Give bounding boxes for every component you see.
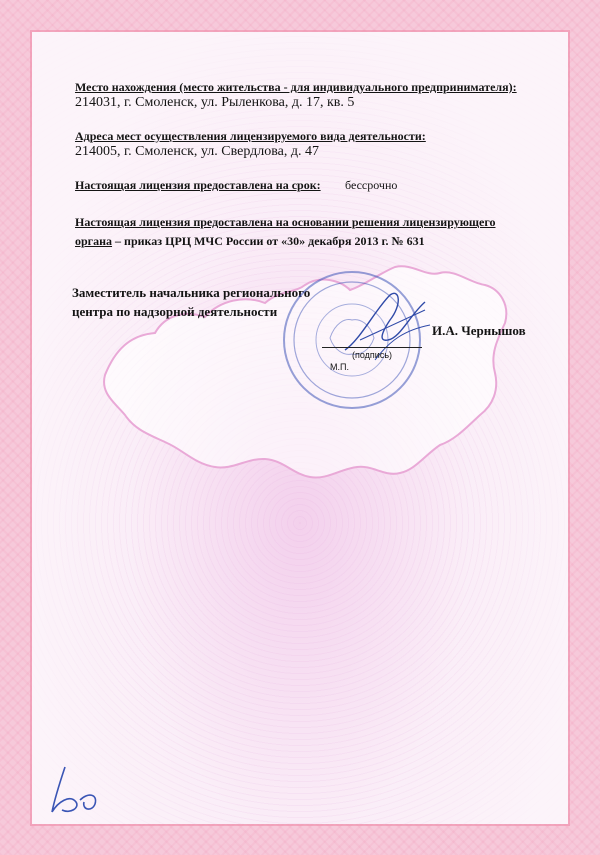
initials-mark	[40, 762, 110, 822]
basis-line-2	[75, 234, 425, 249]
term-label: Настоящая лицензия предоставлена на срок:	[75, 178, 321, 192]
signatory-title-line-1: Заместитель начальника регионального	[72, 285, 311, 300]
basis-order-text: – приказ ЦРЦ МЧС России от «30» декабря 2013 г. № 631	[112, 234, 425, 248]
basis-line-1: Настоящая лицензия предоставлена на основании решения лицензирующего	[75, 215, 496, 229]
activity-address-value: 214005, г. Смоленск, ул. Свердлова, д. 47	[75, 144, 320, 159]
signature-caption: (подпись)	[352, 350, 393, 360]
location-value: 214031, г. Смоленск, ул. Рыленкова, д. 17, кв. 5	[75, 95, 355, 110]
signatory-name: И.А. Чернышов	[432, 323, 526, 338]
activity-address-label: Адреса мест осуществления лицензируемого вида деятельности:	[75, 129, 426, 143]
term-value: бессрочно	[345, 178, 398, 192]
stamp-place-label: М.П.	[330, 362, 349, 372]
location-label: Место нахождения (место жительства - для индивидуального предпринимателя):	[75, 80, 517, 94]
basis-organ-label: органа	[75, 234, 113, 248]
signatory-title-line-2: центра по надзорной деятельности	[72, 304, 278, 319]
signature-line	[322, 347, 422, 348]
